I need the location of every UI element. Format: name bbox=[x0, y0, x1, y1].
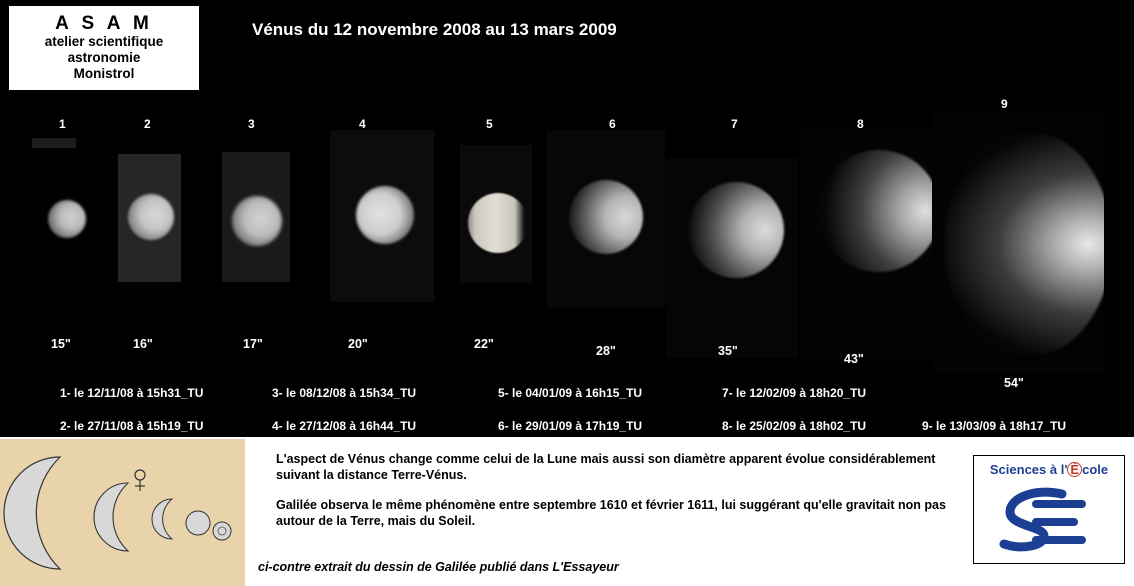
phase-size-4: 20" bbox=[348, 337, 368, 351]
asam-line2: astronomie bbox=[67, 50, 141, 65]
galileo-phases-svg bbox=[0, 439, 245, 586]
sciences-a-lecole-logo bbox=[973, 455, 1125, 564]
phase-caption-9: 9- le 13/03/09 à 18h17_TU bbox=[922, 419, 1067, 433]
venus-disc-7 bbox=[688, 182, 784, 278]
sae-text-part3: cole bbox=[1082, 462, 1109, 477]
phase-caption-2: 2- le 27/11/08 à 15h19_TU bbox=[60, 419, 204, 433]
phase-caption-7: 7- le 12/02/09 à 18h20_TU bbox=[722, 386, 867, 400]
phase-caption-4: 4- le 27/12/08 à 16h44_TU bbox=[272, 419, 417, 433]
phase-size-5: 22" bbox=[474, 337, 494, 351]
phase-size-9: 54" bbox=[1004, 376, 1024, 390]
phase-number-4: 4 bbox=[359, 117, 366, 131]
sae-text-e: É bbox=[1067, 462, 1082, 477]
sciences-a-lecole-title bbox=[974, 462, 1124, 477]
asam-line3: Monistrol bbox=[73, 66, 135, 81]
phase-size-1: 15" bbox=[51, 337, 71, 351]
venus-image-6 bbox=[547, 130, 665, 308]
venus-image-5 bbox=[460, 145, 532, 283]
phase-size-2: 16" bbox=[133, 337, 153, 351]
venus-disc-4 bbox=[356, 186, 414, 244]
venus-image-1 bbox=[32, 138, 104, 264]
phase-number-1: 1 bbox=[59, 117, 66, 131]
phase-number-5: 5 bbox=[486, 117, 493, 131]
phase-caption-6: 6- le 29/01/09 à 17h19_TU bbox=[498, 419, 643, 433]
phase-number-2: 2 bbox=[144, 117, 151, 131]
phase-number-9: 9 bbox=[1001, 97, 1008, 111]
phase-size-6: 28" bbox=[596, 344, 616, 358]
phase-caption-3: 3- le 08/12/08 à 15h34_TU bbox=[272, 386, 417, 400]
venus-disc-5 bbox=[468, 193, 528, 253]
sae-text-part1: Sciences à l' bbox=[989, 462, 1068, 477]
venus-disc-1 bbox=[48, 200, 86, 238]
venus-image-3 bbox=[222, 152, 290, 282]
asam-name: A S A M bbox=[55, 13, 153, 34]
phase-caption-1: 1- le 12/11/08 à 15h31_TU bbox=[60, 386, 204, 400]
phase-size-8: 43" bbox=[844, 352, 864, 366]
phase-caption-8: 8- le 25/02/09 à 18h02_TU bbox=[722, 419, 867, 433]
explanation-panel bbox=[0, 437, 1134, 586]
phase-number-3: 3 bbox=[248, 117, 255, 131]
asam-logo bbox=[8, 5, 200, 91]
phase-number-6: 6 bbox=[609, 117, 616, 131]
venus-image-2 bbox=[118, 154, 181, 282]
venus-disc-3 bbox=[232, 196, 282, 246]
venus-disc-9 bbox=[944, 131, 1104, 357]
phase-number-7: 7 bbox=[731, 117, 738, 131]
explanation-paragraph-1: L'aspect de Vénus change comme celui de la Lune mais aussi son diamètre apparent évolue considérablement suivant la distance Terre-Vénus. bbox=[276, 452, 936, 482]
venus-disc-2 bbox=[128, 194, 174, 240]
sae-monogram-icon bbox=[974, 482, 1122, 560]
venus-disc-6 bbox=[569, 180, 643, 254]
galileo-drawing bbox=[0, 439, 245, 586]
venus-image-7 bbox=[666, 158, 798, 358]
venus-image-8 bbox=[800, 128, 932, 360]
venus-image-4 bbox=[330, 130, 434, 302]
galileo-legend: ci-contre extrait du dessin de Galilée publié dans L'Essayeur bbox=[258, 560, 619, 574]
phase-caption-5: 5- le 04/01/09 à 16h15_TU bbox=[498, 386, 643, 400]
venus-disc-8 bbox=[818, 150, 932, 272]
phase-size-7: 35" bbox=[718, 344, 738, 358]
phase-size-3: 17" bbox=[243, 337, 263, 351]
phase-number-8: 8 bbox=[857, 117, 864, 131]
explanation-paragraph-2: Galilée observa le même phénomène entre septembre 1610 et février 1611, lui suggérant qu'elle gravitait non pas autour de la Terre, mais du Soleil. bbox=[276, 498, 946, 528]
asam-line1: atelier scientifique bbox=[44, 34, 164, 49]
page-title: Vénus du 12 novembre 2008 au 13 mars 2009 bbox=[252, 20, 617, 39]
explanation-text bbox=[276, 451, 956, 543]
venus-image-9 bbox=[932, 113, 1104, 373]
